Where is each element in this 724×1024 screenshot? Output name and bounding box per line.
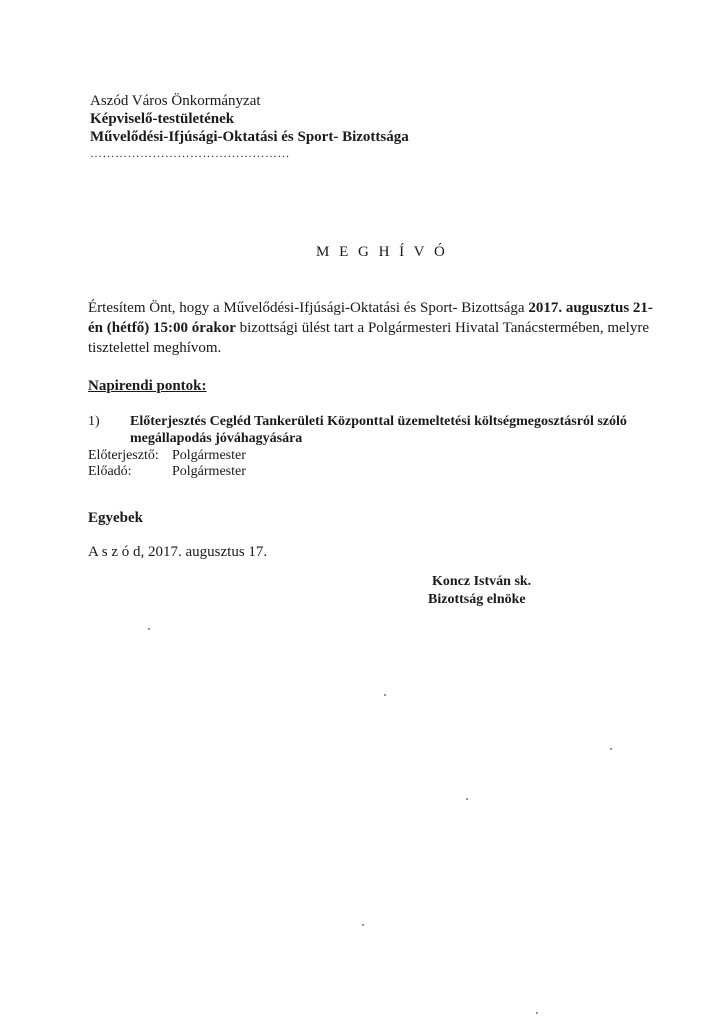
intro-date: 2017. augusztus 21- [528,300,653,316]
scan-speck [466,798,468,800]
place-date: A s z ó d, 2017. augusztus 17. [88,544,268,560]
scan-speck [384,694,386,696]
scan-speck [148,628,150,630]
agenda-item-title-2: megállapodás jóváhagyására [130,431,303,446]
intro-time: én (hétfő) 15:00 órakor [88,320,236,336]
scan-speck [536,1012,538,1014]
speaker-value: Polgármester [172,464,246,479]
signatory-role: Bizottság elnöke [428,592,526,607]
scan-speck [362,924,364,926]
committee-name: Művelődési-Ifjúsági-Oktatási és Sport- Bizottsága [90,129,409,145]
presenter-label: Előterjesztő: [88,448,159,463]
agenda-item-number: 1) [88,414,100,429]
scan-speck [610,748,612,750]
intro-text-1: Értesítem Önt, hogy a Művelődési-Ifjúsági-Oktatási és Sport- Bizottsága [88,300,529,316]
agenda-heading: Napirendi pontok: [88,378,207,394]
body-name: Képviselő-testületének [90,111,235,127]
intro-text-2: bizottsági ülést tart a Polgármesteri Hivatal Tanácstermében, melyre [235,320,650,336]
page-title: M E G H Í V Ó [316,244,448,260]
dotted-line: ………………………………………… [90,146,290,160]
presenter-value: Polgármester [172,448,246,463]
signatory-name: Koncz István sk. [432,574,532,589]
agenda-other: Egyebek [88,510,144,526]
organization-name: Aszód Város Önkormányzat [90,93,261,109]
agenda-item-title-1: Előterjesztés Cegléd Tankerületi Központtal üzemeltetési költségmegosztásról szóló [130,414,627,429]
speaker-label: Előadó: [88,464,132,479]
intro-line-2 [88,318,649,338]
intro-line-3: tisztelettel meghívom. [88,340,222,356]
intro-line-1 [88,298,653,318]
